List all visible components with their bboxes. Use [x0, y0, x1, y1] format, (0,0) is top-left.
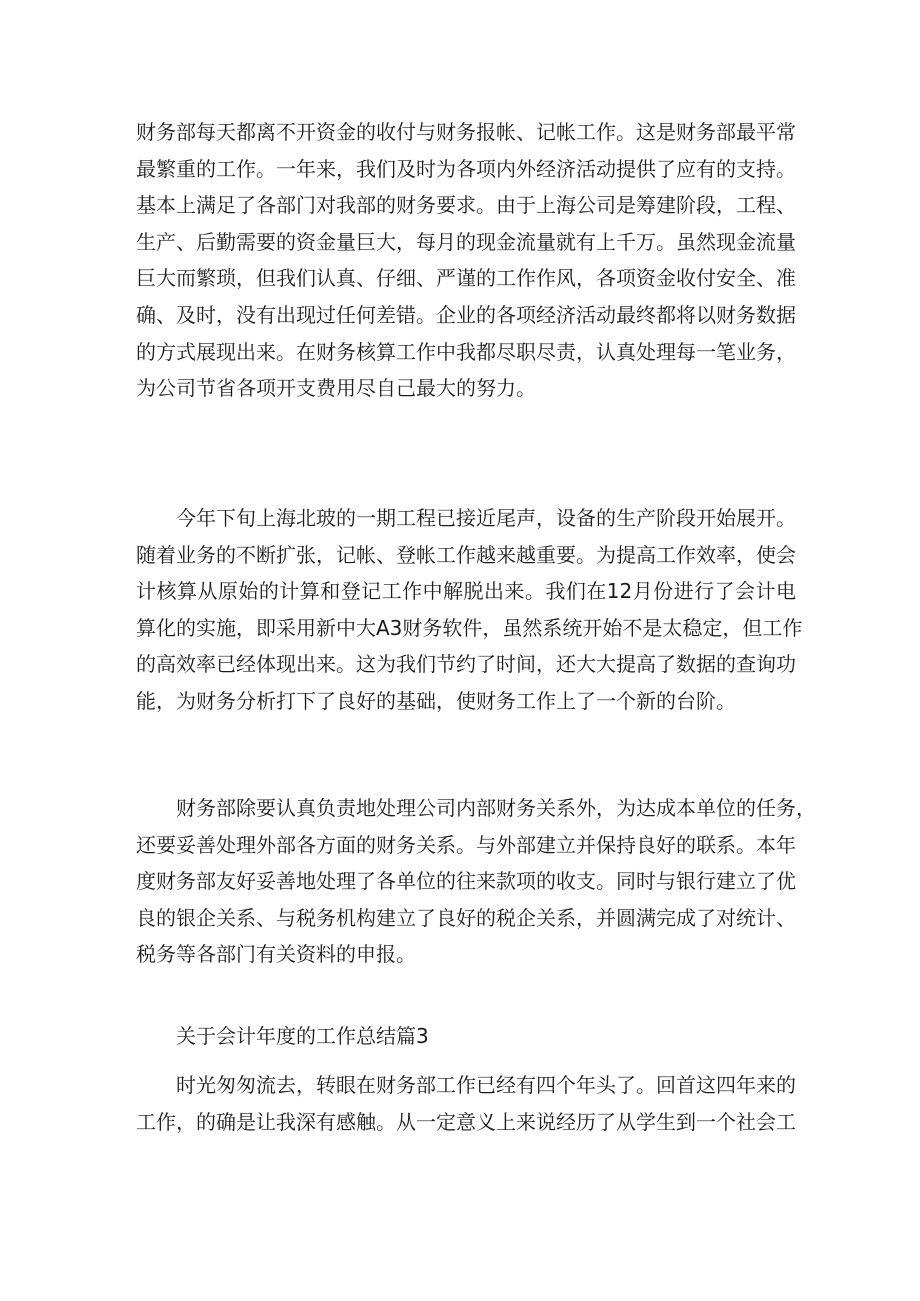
paragraph-line: 生产、后勤需要的资金量巨大，每月的现金流量就有上千万。虽然现金流量: [136, 229, 796, 254]
paragraph-line: 最繁重的工作。一年来，我们及时为各项内外经济活动提供了应有的支持。: [136, 156, 796, 181]
paragraph-line: 度财务部友好妥善地处理了各单位的往来款项的收支。同时与银行建立了优: [136, 869, 796, 894]
paragraph-line: 的方式展现出来。在财务核算工作中我都尽职尽责，认真处理每一笔业务，: [136, 339, 796, 364]
paragraph-line: 财务部每天都离不开资金的收付与财务报帐、记帐工作。这是财务部最平常: [136, 120, 796, 144]
paragraph-line: 随着业务的不断扩张，记帐、登帐工作越来越重要。为提高工作效率，使会: [136, 542, 796, 567]
paragraph-1: [136, 114, 796, 407]
paragraph-line: 还要妥善处理外部各方面的财务关系。与外部建立并保持良好的联系。本年: [136, 832, 796, 857]
paragraph-line: 财务部除要认真负责地处理公司内部财务关系外，为达成本单位的任务，: [176, 796, 816, 820]
paragraph-line: 时光匆匆流去，转眼在财务部工作已经有四个年头了。回首这四年来的: [176, 1073, 796, 1097]
paragraph-line: 计核算从原始的计算和登记工作中解脱出来。我们在12月份进行了会计电: [136, 579, 796, 604]
paragraph-line: 今年下旬上海北玻的一期工程已接近尾声，设备的生产阶段开始展开。: [176, 506, 796, 530]
paragraph-line: 算化的实施，即采用新中大A3财务软件，虽然系统开始不是太稳定，但工作: [136, 615, 803, 640]
paragraph-line: 的高效率已经体现出来。这为我们节约了时间，还大大提高了数据的查询功: [136, 652, 796, 677]
paragraph-line: 基本上满足了各部门对我部的财务要求。由于上海公司是筹建阶段，工程、: [136, 193, 796, 218]
paragraph-line: 能，为财务分析打下了良好的基础，使财务工作上了一个新的台阶。: [136, 688, 736, 713]
paragraph-2: [136, 500, 803, 720]
paragraph-4: [136, 1067, 796, 1140]
paragraph-line: 为公司节省各项开支费用尽自己最大的努力。: [136, 376, 536, 401]
paragraph-line: 工作，的确是让我深有感触。从一定意义上来说经历了从学生到一个社会工: [136, 1109, 796, 1134]
paragraph-line: 巨大而繁琐，但我们认真、仔细、严谨的工作作风，各项资金收付安全、准: [136, 266, 796, 291]
paragraph-3: [136, 790, 816, 973]
paragraph-line: 良的银企关系、与税务机构建立了良好的税企关系，并圆满完成了对统计、: [136, 905, 796, 930]
paragraph-line: 确、及时，没有出现过任何差错。企业的各项经济活动最终都将以财务数据: [136, 302, 796, 327]
section-heading: 关于会计年度的工作总结篇3: [176, 1024, 429, 1048]
section-heading-block: [136, 1018, 796, 1055]
paragraph-line: 税务等各部门有关资料的申报。: [136, 942, 416, 967]
